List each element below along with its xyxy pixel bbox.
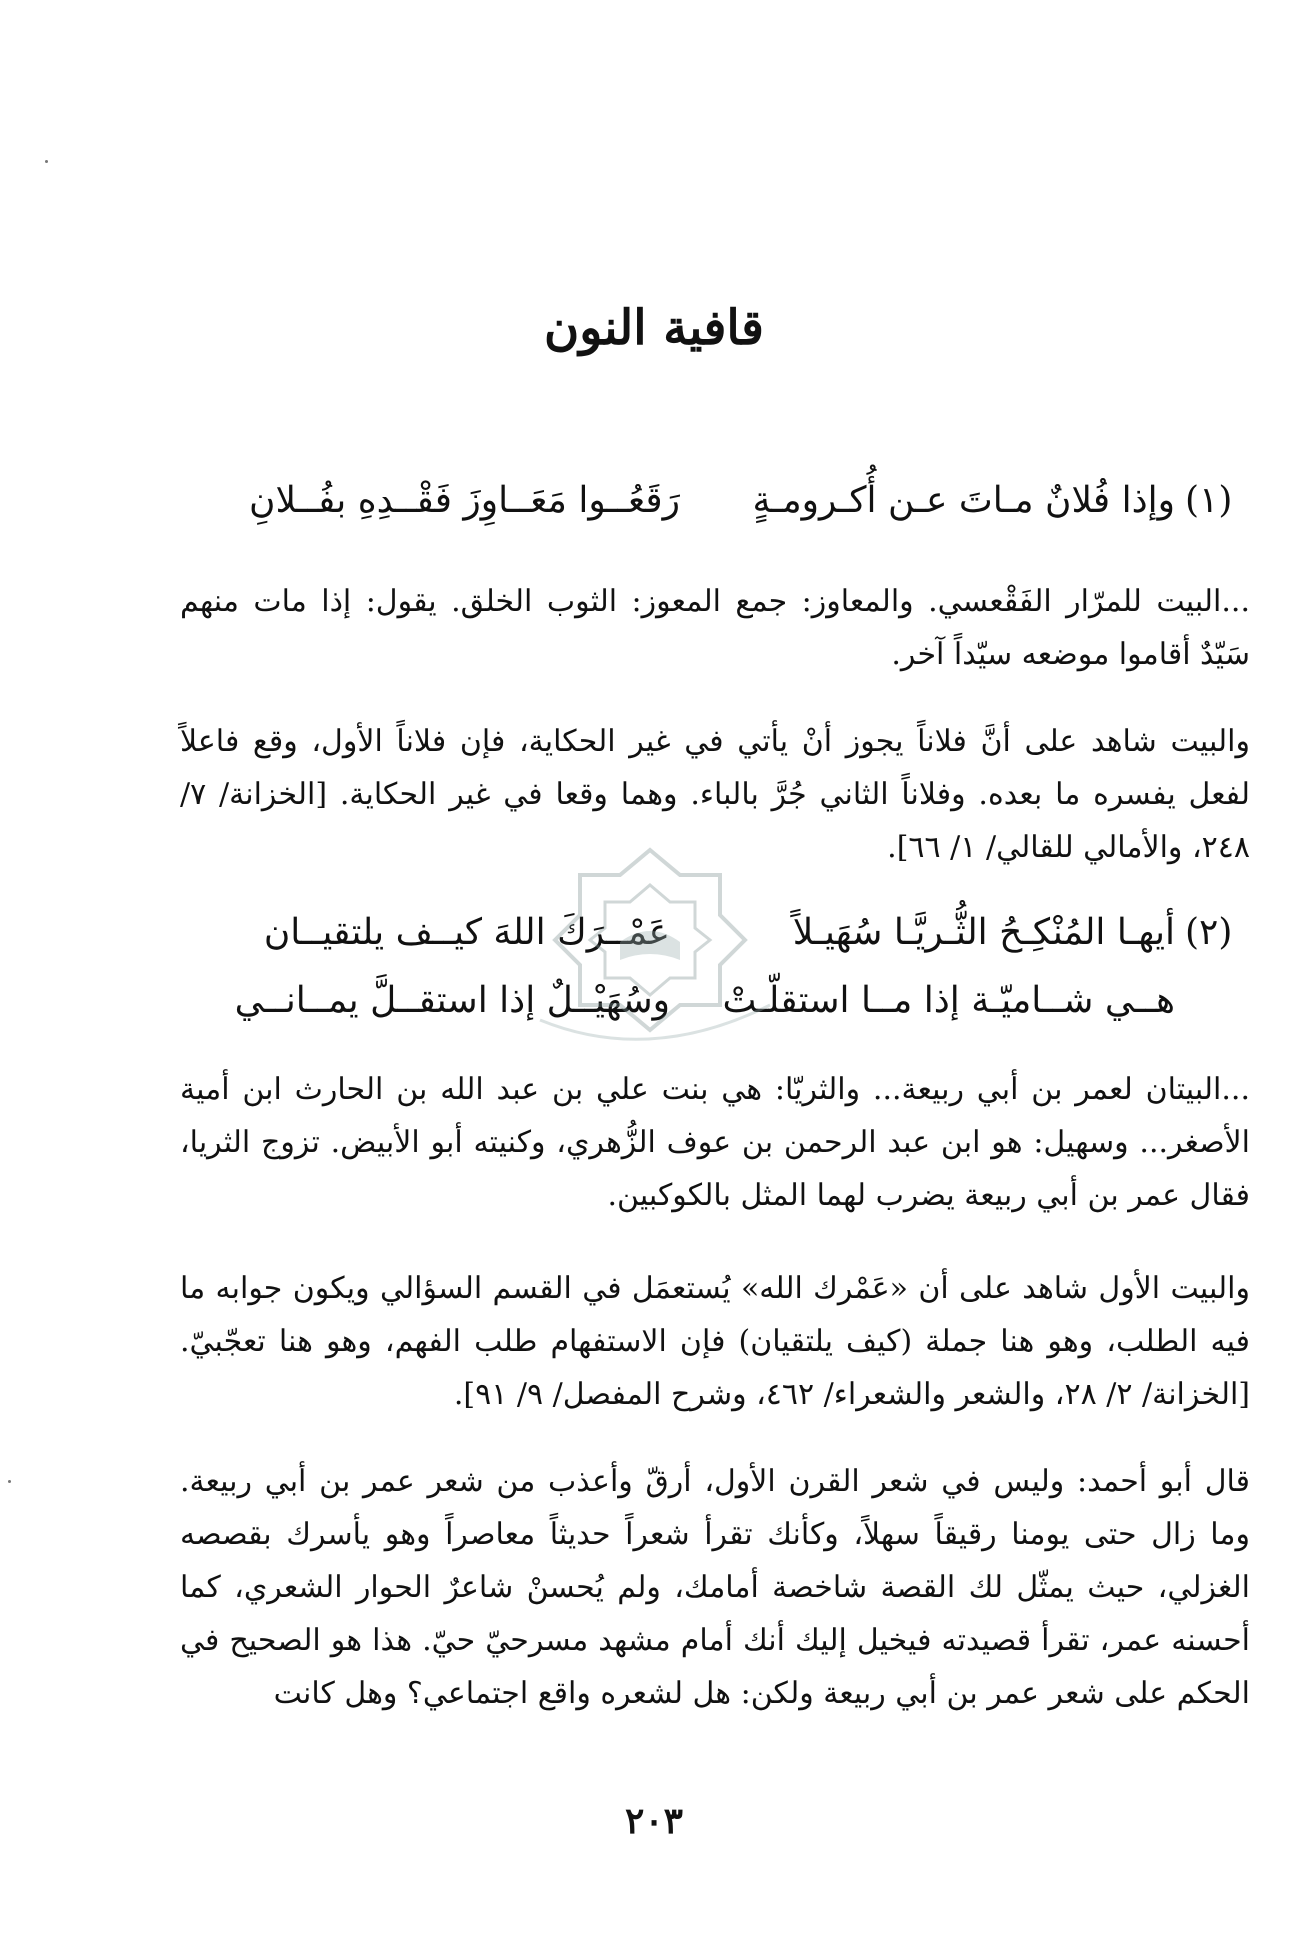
watermark-stamp bbox=[480, 830, 820, 1050]
verse-1-second-hemistich: رَقَعُــوا مَعَــاوِزَ فَقْــدِهِ بفُــلانِ bbox=[249, 480, 680, 521]
paragraph-commentary-4: والبيت الأول شاهد على أن «عَمْرك الله» يُستعمَل في القسم السؤالي ويكون جوابه ما فيه الطلب، وهو هنا جملة (كيف يلتقيان) فإن الاستفهام طلب الفهم، وهو هنا تعجّبيّ. [الخزانة/ ٢/ ٢٨، والشعر والشعراء/ ٤٦٢، وشرح المفصل/ ٩/ ٩١]. bbox=[180, 1271, 1250, 1412]
verse-2-number: (٢) bbox=[1185, 912, 1233, 953]
verse-2-line-1-second: عَمْــرَكَ اللهَ كيــف يلتقيــان bbox=[263, 912, 670, 953]
paragraph-commentary-3: ...البيتان لعمر بن أبي ربيعة... والثريّا: هي بنت علي بن عبد الله بن الحارث ابن أمية الأصغر... وسهيل: هو ابن عبد الرحمن بن عوف الزُّهري، وكنيته أبو الأبيض. تزوج الثريا، فقال عمر بن أبي ربيعة يضرب لهما المثل بالكوكبين. bbox=[180, 1072, 1250, 1213]
verse-2-line-2-second: وسُهَيْــلٌ إذا استقــلَّ يمــانــي bbox=[234, 980, 670, 1021]
verse-2-line-2-first: هــي شــاميّـة إذا مــا استقلّـتْ bbox=[722, 980, 1175, 1021]
verse-1-first-hemistich: وإذا فُلانٌ مـاتَ عـن أُكـرومـةٍ bbox=[752, 480, 1175, 521]
paragraph-commentary-5: قال أبو أحمد: وليس في شعر القرن الأول، أرقّ وأعذب من شعر عمر بن أبي ربيعة. وما زال حتى يومنا رقيقاً سهلاً، وكأنك تقرأ شعراً حديثاً معاصراً وهو يأسرك بقصصه الغزلي، حيث يمثّل لك القصة شاخصة أمامك، ولم يُحسنْ شاعرٌ الحوار الشعري، كما أحسنه عمر، تقرأ قصيدته فيخيل إليك أنك أمام مشهد مسرحيّ حيّ. هذا هو الصحيح في الحكم على شعر عمر بن أبي ربيعة ولكن: هل لشعره واقع اجتماعي؟ وهل كانت bbox=[180, 1464, 1250, 1711]
page-number: ٢٠٣ bbox=[624, 1800, 683, 1842]
paragraph-commentary-2: والبيت شاهد على أنَّ فلاناً يجوز أنْ يأتي في غير الحكاية، فإن فلاناً الأول، وقع فاعلاً لفعل يفسره ما بعده. وفلاناً الثاني جُرَّ بالباء. وهما وقعا في غير الحكاية. [الخزانة/ ٧/ ٢٤٨، والأمالي للقالي/ ١/ ٦٦]. bbox=[180, 724, 1250, 865]
paragraph-commentary-1: ...البيت للمرّار الفَقْعسي. والمعاوز: جمع المعوز: الثوب الخلق. يقول: إذا مات منهم سَيّدٌ أقاموا موضعه سيّداً آخر. bbox=[180, 584, 1250, 672]
verse-1-number: (١) bbox=[1185, 480, 1233, 521]
section-title: قافية النون bbox=[544, 300, 764, 356]
verse-2-line-1-first: أيهـا المُنْكِـحُ الثُّـريَّـا سُهَيـلاً bbox=[792, 912, 1175, 953]
scan-speck bbox=[8, 1480, 11, 1483]
scan-speck bbox=[45, 160, 48, 163]
